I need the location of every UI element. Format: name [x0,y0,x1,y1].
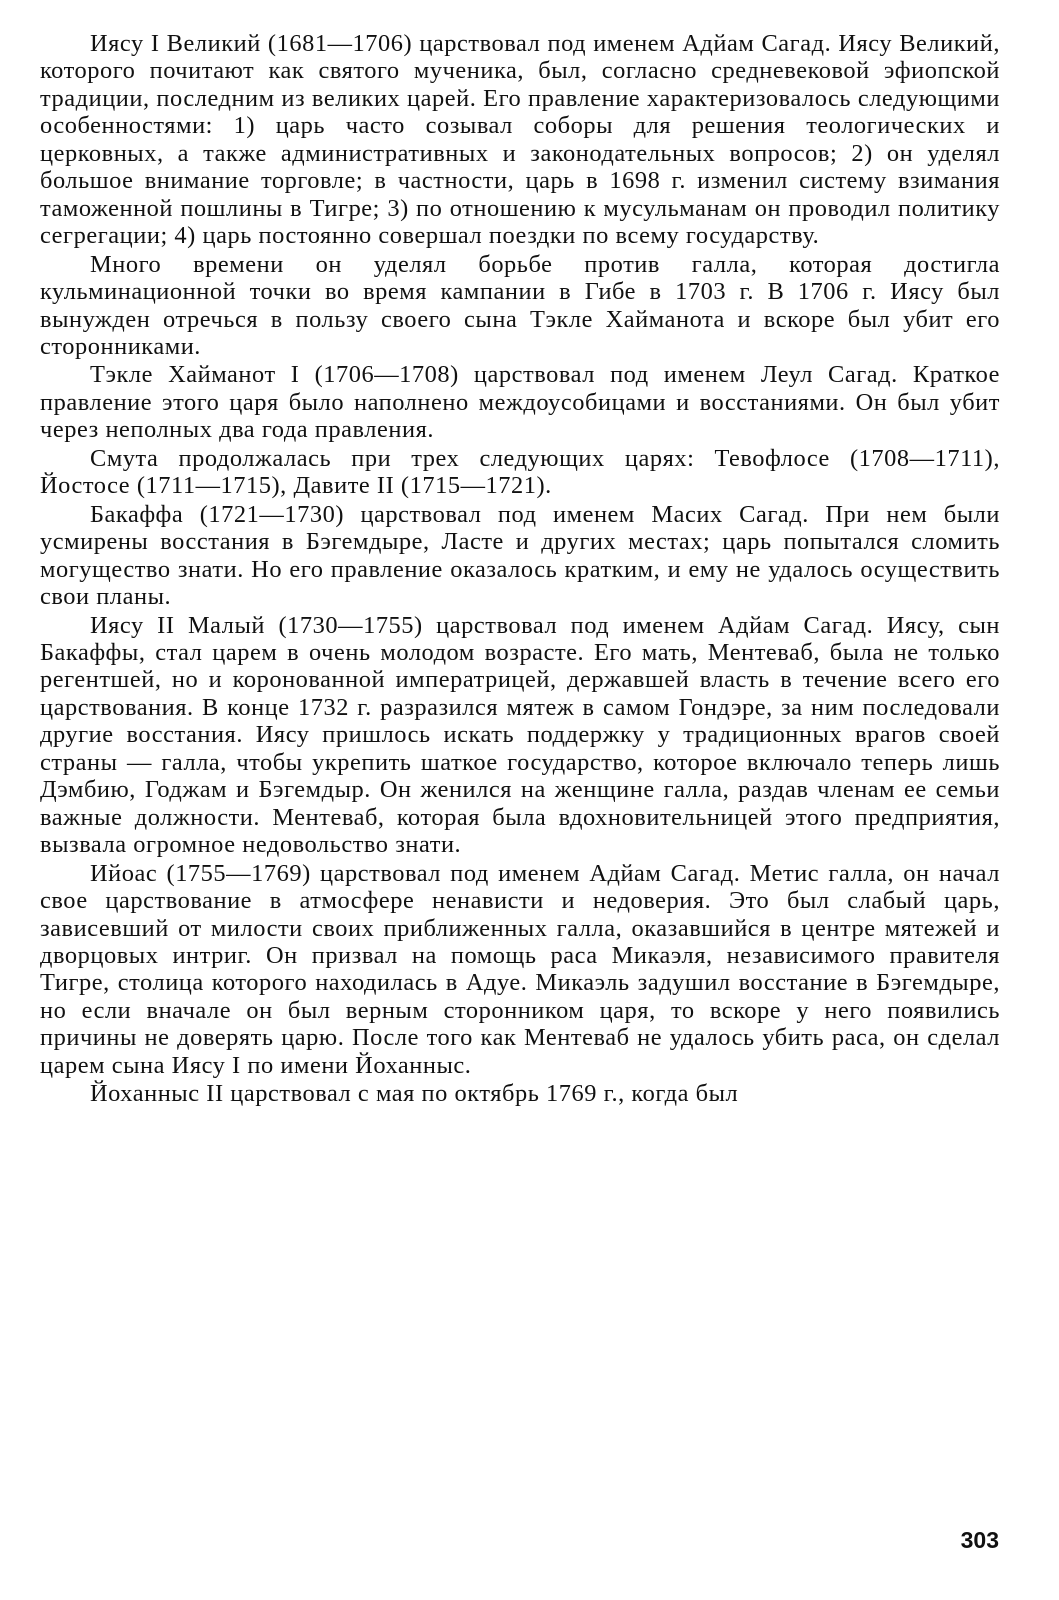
page-number: 303 [960,1527,999,1553]
paragraph-yohannes-ii: Йоханныс II царствовал с мая по октябрь 1769 г., когда был [90,1080,739,1108]
paragraph-tekle-haymanot: Тэкле Хайманот I (1706—1708) царствовал под именем Леул Сагад. Краткое правление этого царя было наполнено междоусобицами и восстаниями. Он был убит через неполных два года правления. [40,361,1000,444]
paragraph-galla-war: Много времени он уделял борьбе против галла, которая достигла кульминационной точки во время кампании в Гибе в 1703 г. В 1706 г. Иясу был вынужден отречься в пользу своего сына Тэкле Хайманота и вскоре был убит его сторонниками. [40,250,1000,360]
paragraph-iyasu-i: Иясу I Великий (1681—1706) царствовал под именем Адйам Сагад. Иясу Великий, которого почитают как святого мученика, был, согласно средневековой эфиопской традиции, последним из великих царей. Его правление характеризовалось следующими особенностями: 1) царь часто созывал соборы для решения теологических и церковных, а также административных и законодательных вопросов; 2) он уделял большое внимание торговле; в частности, царь в 1698 г. изменил систему взимания таможенной пошлины в Тигре; 3) по отношению к мусульманам он проводил политику сегрегации; 4) царь постоянно совершал поездки по всему государству. [40,30,1000,250]
paragraph-iyoas: Ийоас (1755—1769) царствовал под именем Адйам Сагад. Метис галла, он начал свое царствование в атмосфере ненависти и недоверия. Это был слабый царь, зависевший от милости своих приближенных галла, оказавшийся в центре мятежей и дворцовых интриг. Он призвал на помощь раса Микаэля, независимого правителя Тигре, столица которого находилась в Адуе. Микаэль задушил восстание в Бэгемдыре, но если вначале он был верным сторонником царя, то вскоре у него появились причины не доверять царю. После того как Ментеваб не удалось убить раса, он сделал царем сына Иясу I по имени Йоханныс. [40,859,1000,1079]
paragraph-turmoil: Смута продолжалась при трех следующих царях: Тевофлосе (1708—1711), Йостосе (1711—1715), Давите II (1715—1721). [40,444,1000,500]
paragraph-iyasu-ii: Иясу II Малый (1730—1755) царствовал под именем Адйам Сагад. Иясу, сын Бакаффы, стал царем в очень молодом возрасте. Его мать, Ментеваб, была не только регентшей, но и коронованной императрицей, державшей власть в течение всего его царствования. В конце 1732 г. разразился мятеж в самом Гондэре, за ним последовали другие восстания. Иясу пришлось искать поддержку у традиционных врагов своей страны — галла, чтобы укрепить шаткое государство, которое включало теперь лишь Дэмбию, Годжам и Бэгемдыр. Он женился на женщине галла, раздав членам ее семьи важные должности. Ментеваб, которая была вдохновительницей этого предприятия, вызвала огромное недовольство знати. [40,611,1000,859]
body-text [40,30,1000,1108]
paragraph-bakaffa: Бакаффа (1721—1730) царствовал под именем Масих Сагад. При нем были усмирены восстания в Бэгемдыре, Ласте и других местах; царь попытался сломить могущество знати. Но его правление оказалось кратким, и ему не удалось осуществить свои планы. [40,500,1000,611]
